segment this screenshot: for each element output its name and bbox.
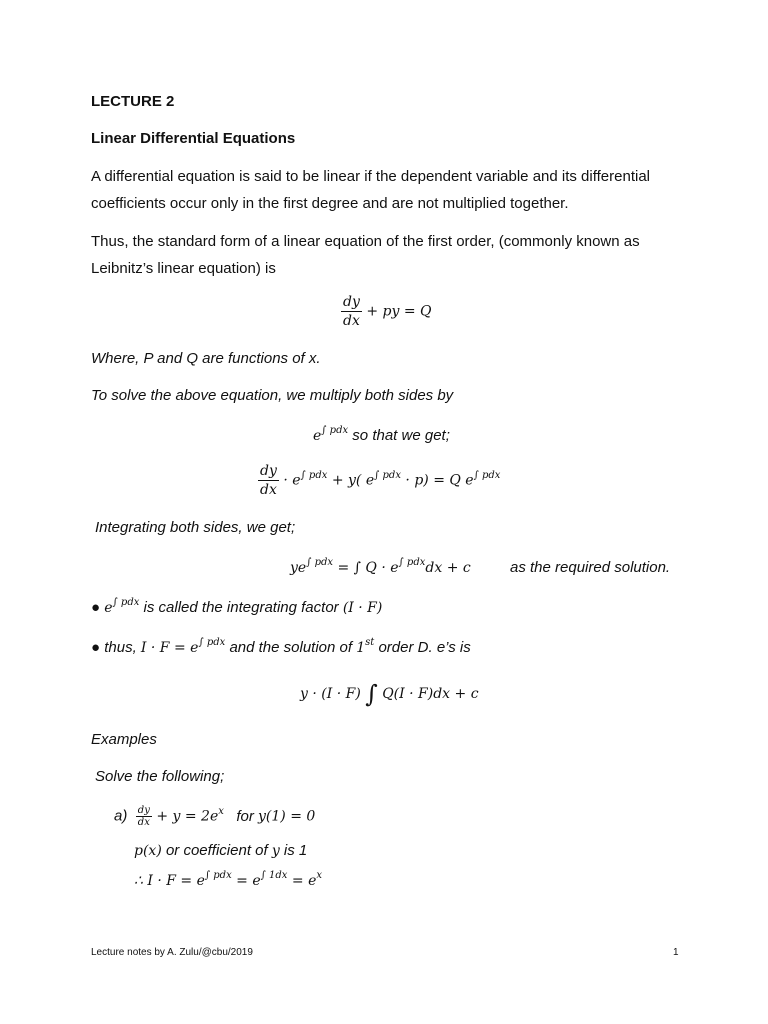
intro-line-2: coefficients occur only in the first degree and are not multiplied together. [91, 195, 569, 212]
intro-line-4: Leibnitz’s linear equation) is [91, 260, 276, 277]
general-solution-equation: y · (I · F) ∫ Q(I · F)dx + c [300, 680, 479, 708]
bullet-solution-form: ● thus, $I \cdot F = e^{\int pdx}$ and the solution of 1st order D. e’s is [91, 637, 471, 656]
intro-line-1: A differential equation is said to be linear if the dependent variable and its differential [91, 168, 650, 185]
example-a-problem: a) $\frac{dy}{dx}$ + $y = 2e^x$ for y(1) = 0 [114, 805, 316, 828]
examples-heading: Examples [91, 731, 157, 748]
bullet-integrating-factor: ● $e^{\int pdx}$ is called the integrating factor (I · F) [91, 597, 383, 616]
product-equation: $\frac{dy}{dx}$ · $e^{\int pdx} + y$( $e^{\int pdx} \cdot p) = Q$ $e^{\int pdx}$ [260, 463, 501, 498]
footer-credit: Lecture notes by A. Zulu/@cbu/2019 [91, 947, 253, 958]
dy-dx-fraction: $\frac{dy}{dx}$ [343, 294, 360, 329]
where-statement: Where, P and Q are functions of x. [91, 350, 321, 367]
standard-form-equation: $\frac{dy}{dx}$ + py = Q [343, 294, 432, 329]
dy-dx-fraction: $\frac{dy}{dx}$ [137, 805, 150, 828]
solve-instruction: Solve the following; [95, 768, 225, 785]
to-solve-statement: To solve the above equation, we multiply both sides by [91, 387, 454, 404]
lecture-title: LECTURE 2 [91, 93, 175, 110]
example-a-step-1: p(x) or coefficient of y is 1 [134, 842, 308, 859]
page-number: 1 [673, 947, 679, 958]
solution-note: as the required solution. [510, 559, 671, 576]
section-title: Linear Differential Equations [91, 130, 296, 147]
multiplier-expression: $e^{\int pdx}$ so that we get; [313, 425, 450, 444]
intro-line-3: Thus, the standard form of a linear equation of the first order, (commonly known as [91, 233, 640, 250]
dy-dx-fraction: $\frac{dy}{dx}$ [260, 463, 277, 498]
example-a-step-2: ∴ $I \cdot F = e^{\int pdx} = e^{\int 1dx} = e^x$ [134, 870, 322, 889]
integrating-statement: Integrating both sides, we get; [95, 519, 296, 536]
solution-equation: $ye^{\int pdx}$ = ∫ $Q \cdot e^{\int pdx}dx + c$ [290, 557, 471, 576]
